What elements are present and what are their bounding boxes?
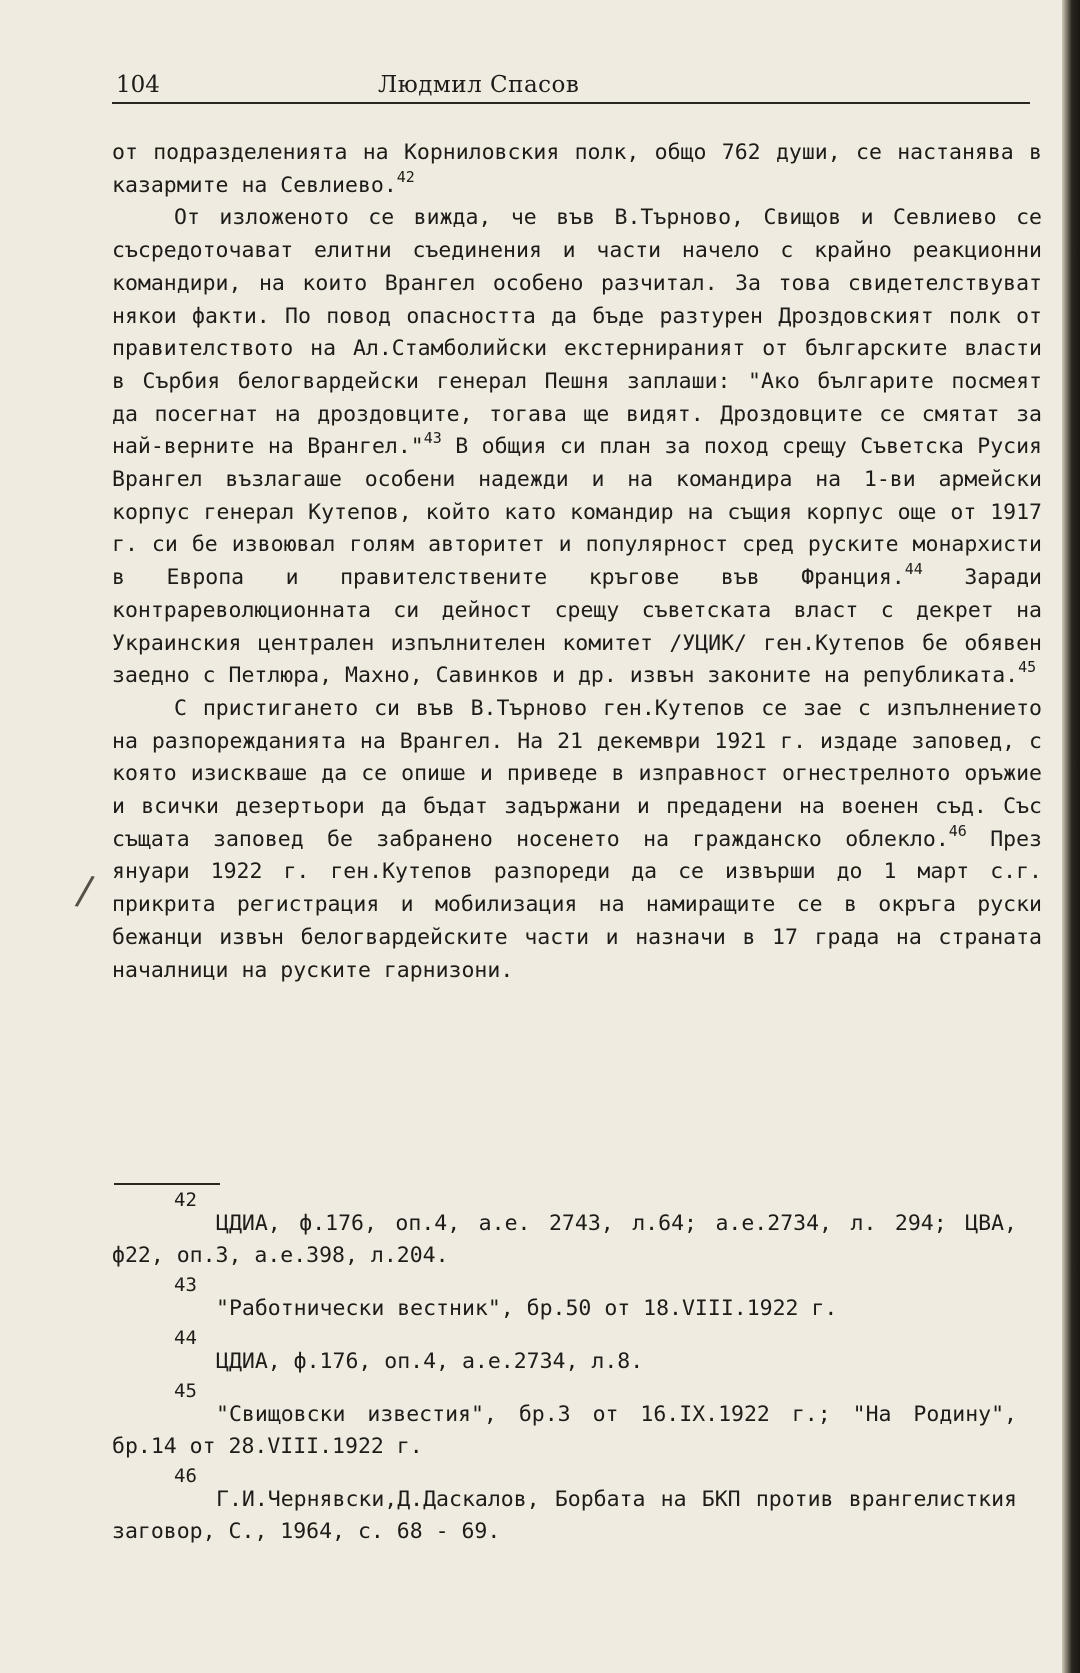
footnote-ref: 43 [423,429,442,448]
footnote [112,1328,1017,1378]
footnote-number: 45 [174,1380,197,1402]
footnote-number: 44 [174,1327,197,1349]
footnote-text: "Свищовски известия", бр.3 от 16.IX.1922 г.; "На Родину", бр.14 от 28.VIII.1922 г. [112,1402,1017,1459]
footnote [112,1190,1017,1272]
footnote [112,1466,1017,1548]
page-header [112,68,1030,104]
paragraph: от подразделенията на Корниловския полк, общо 762 души, се настанява в казармите на Севлиево.$^{42}$ [112,140,1042,198]
footnote-number: 43 [174,1274,197,1296]
footnote-ref: 45 [1018,658,1037,677]
footnote-text: "Работнически вестник", бр.50 от 18.VIII.1922 г. [216,1296,838,1321]
page-number: 104 [116,72,160,98]
footnote-text: ЦДИА, ф.176, оп.4, а.е.2734, л.8. [216,1349,644,1374]
footnote-divider [114,1183,220,1185]
paragraph: От изложеното се вижда, че във В.Търново, Свищов и Севлиево се съсредоточават елитни съединения и части начело с крайно реакционни командири, на които Врангел особено разчитал. За това свидетелствуват някои факти. По повод опасността да бъде разтурен Дроздовският полк от правителството на Ал.Стамболийски екстернираният от българските власти в Сърбия белогвардейски генерал Пешня заплаши: "Ако българите посмеят да посегнат на дроздовците, тогава ще видят. Дроздовците се смятат за най-верните на Врангел."$^{43}$ В общия си план за поход срещу Съветска Русия Врангел възлагаше особени надежди и на командира на 1-ви армейски корпус генерал Кутепов, който като командир на същия корпус още от 1917 г. си бе извоювал голям авторитет и популярност сред руските монархисти в Европа и правителствените кръгове във Франция.$^{44}$ Заради контрареволюционната си дейност срещу съветската власт с декрет на Украинския централен изпълнителен комитет /УЦИК/ ген.Кутепов бе обявен заедно с Петлюра, Махно, Савинков и др. извън законите на републиката.$^{45}$ [112,205,1042,689]
footnote-ref: 44 [904,559,923,578]
footnote-text: Г.И.Чернявски,Д.Даскалов, Борбата на БКП против врангелисткия заговор, С., 1964, с. 68 - 69. [112,1487,1017,1544]
main-text [112,137,1042,987]
pencil-mark-icon: / [73,867,97,915]
footnote-ref: 42 [396,167,415,186]
footnote-number: 42 [174,1189,197,1211]
footnote-text: ЦДИА, ф.176, оп.4, а.е. 2743, л.64; а.е.2734, л. 294; ЦВА, ф22, оп.3, а.е.398, л.204. [112,1211,1017,1268]
book-spine-shadow [1062,0,1080,1673]
paragraph: С пристигането си във В.Търново ген.Кутепов се зае с изпълнението на разпорежданията на Врангел. На 21 декември 1921 г. издаде заповед, с която изискваше да се опише и приведе в изправност огнестрелното оръжие и всички дезертьори да бъдат задържани и предадени на военен съд. Със същата заповед бе забранено носенето на гражданско облекло.$^{46}$ През януари 1922 г. ген.Кутепов разпореди да се извърши до 1 март с.г. прикрита регистрация и мобилизация на намиращите се в окръга руски бежанци извън белогвардейските части и назначи в 17 града на страната началници на руските гарнизони. [112,695,1042,983]
footnote-ref: 46 [948,821,967,840]
footnote [112,1275,1017,1325]
footnote [112,1381,1017,1463]
footnotes [112,1190,1017,1551]
running-title: Людмил Спасов [378,72,580,98]
footnote-number: 46 [174,1465,197,1487]
